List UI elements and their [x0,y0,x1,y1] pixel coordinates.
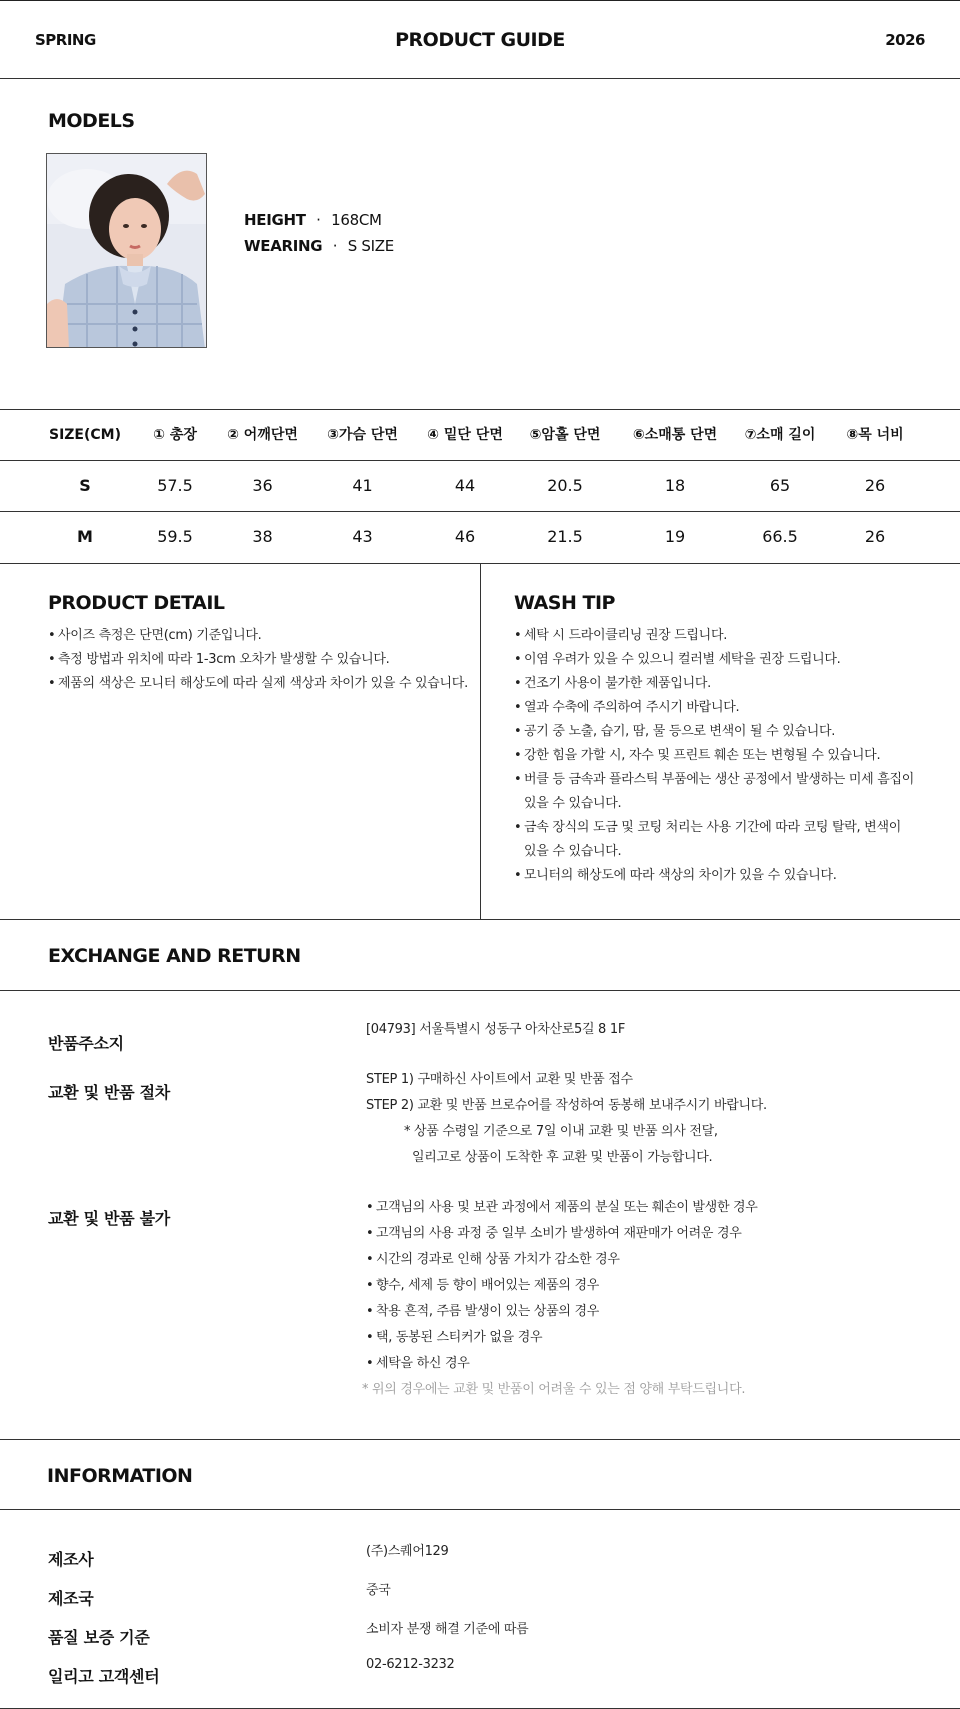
unavailable-label: 교환 및 반품 불가 [48,1209,170,1228]
size-header-cell: ③가슴 단면 [327,427,398,443]
divider [0,990,960,991]
size-cell: 57.5 [157,476,193,495]
model-height-row [244,211,382,229]
procedure-step: STEP 2) 교환 및 반품 브로슈어를 작성하여 동봉해 보내주시기 바랍니다. [366,1098,767,1113]
model-height-value: 168CM [331,211,382,229]
size-header-cell: ⑦소매 길이 [744,427,816,443]
list-item [514,768,954,816]
return-address-value: [04793] 서울특별시 성동구 아차산로5길 8 1F [366,1022,626,1037]
list-item-continuation: 있을 수 있습니다. [524,796,622,811]
product-detail-title: PRODUCT DETAIL [48,592,225,614]
info-label-warranty: 품질 보증 기준 [48,1628,150,1647]
size-cell: S [79,476,91,495]
model-photo [46,153,207,348]
list-item: • 열과 수축에 주의하여 주시기 바랍니다. [514,696,954,720]
list-item [514,816,954,864]
procedure-step: STEP 1) 구매하신 사이트에서 교환 및 반품 접수 [366,1072,633,1087]
divider [0,78,960,79]
size-cell: 46 [454,527,476,546]
info-value-manufacturer: (주)스퀘어129 [366,1544,449,1559]
divider [0,919,960,920]
list-item-text: 버클 등 금속과 플라스틱 부품에는 생산 공정에서 발생하는 미세 흠집이 [524,772,914,787]
model-separator: · [316,211,321,229]
size-cell: 44 [454,476,476,495]
model-photo-illustration [47,154,207,348]
size-cell: 26 [864,476,886,495]
model-wearing-value: S SIZE [347,237,394,255]
size-cell: 43 [352,527,373,546]
size-header-cell: SIZE(CM) [48,427,121,443]
procedure-steps [366,1067,767,1171]
size-cell: M [77,527,93,546]
list-item: • 강한 힘을 가할 시, 자수 및 프린트 훼손 또는 변형될 수 있습니다. [514,744,954,768]
size-cell: 41 [352,476,373,495]
size-header-cell: ② 어깨단면 [227,427,298,443]
list-item: • 택, 동봉된 스티커가 없을 경우 [366,1325,758,1351]
size-table-header [0,409,960,461]
list-item: • 모니터의 해상도에 따라 색상의 차이가 있을 수 있습니다. [514,864,954,888]
season-label: SPRING [35,31,96,49]
return-address-label: 반품주소지 [48,1034,124,1053]
header [0,1,960,79]
list-item: • 시간의 경과로 인해 상품 가치가 감소한 경우 [366,1247,758,1273]
info-label-customer-center: 일리고 고객센터 [48,1667,160,1686]
size-cell: 65 [769,476,791,495]
list-item-text: 금속 장식의 도금 및 코팅 처리는 사용 기간에 따라 코팅 탈락, 변색이 [524,820,901,835]
size-cell: 66.5 [762,527,798,546]
info-label-country: 제조국 [48,1589,94,1608]
list-item: • 세탁 시 드라이클리닝 권장 드립니다. [514,624,954,648]
page-title: PRODUCT GUIDE [395,29,565,51]
list-item: • 세탁을 하신 경우 [366,1351,758,1377]
size-cell: 21.5 [547,527,583,546]
size-header-cell: ⑥소매통 단면 [632,427,718,443]
model-height-label: HEIGHT [244,211,306,229]
procedure-note: 일리고로 상품이 도착한 후 교환 및 반품이 가능합니다. [412,1150,713,1165]
size-header-cell: ④ 밑단 단면 [427,427,503,443]
list-item-continuation: 있을 수 있습니다. [524,844,622,859]
procedure-note: * 상품 수령일 기준으로 7일 이내 교환 및 반품 의사 전달, [404,1124,718,1139]
info-label-manufacturer: 제조사 [48,1550,94,1569]
divider [0,1509,960,1510]
size-cell: 19 [664,527,686,546]
product-detail-list [48,624,468,696]
unavailable-list [366,1195,758,1377]
exchange-title: EXCHANGE AND RETURN [48,945,301,967]
size-header-cell: ⑧목 너비 [846,427,904,443]
size-table-row [0,460,960,512]
model-separator: · [332,237,338,255]
info-value-phone: 02-6212-3232 [366,1657,455,1672]
size-header-cell: ① 총장 [153,427,197,443]
list-item: • 고객님의 사용 과정 중 일부 소비가 발생하여 재판매가 어려운 경우 [366,1221,758,1247]
size-table-row [0,511,960,563]
model-wearing-row [244,237,394,255]
size-cell: 20.5 [547,476,583,495]
list-item: • 사이즈 측정은 단면(cm) 기준입니다. [48,624,468,648]
size-header-cell: ⑤암홀 단면 [529,427,601,443]
model-wearing-label: WEARING [244,237,323,255]
info-value-warranty: 소비자 분쟁 해결 기준에 따름 [366,1622,529,1637]
procedure-label: 교환 및 반품 절차 [48,1083,170,1102]
list-item: • 고객님의 사용 및 보관 과정에서 제품의 분실 또는 훼손이 발생한 경우 [366,1195,758,1221]
list-item: • 건조기 사용이 불가한 제품입니다. [514,672,954,696]
list-item: • 측정 방법과 위치에 따라 1-3cm 오차가 발생할 수 있습니다. [48,648,468,672]
unavailable-note: * 위의 경우에는 교환 및 반품이 어려울 수 있는 점 양해 부탁드립니다. [362,1382,746,1397]
size-cell: 38 [252,527,273,546]
list-item: • 공기 중 노출, 습기, 땀, 물 등으로 변색이 될 수 있습니다. [514,720,954,744]
info-value-country: 중국 [366,1583,391,1598]
list-item: • 착용 흔적, 주름 발생이 있는 상품의 경우 [366,1299,758,1325]
size-cell: 59.5 [157,527,193,546]
size-cell: 18 [664,476,686,495]
models-title: MODELS [48,110,135,132]
column-divider [480,563,481,919]
list-item: • 이염 우려가 있을 수 있으니 컬러별 세탁을 권장 드립니다. [514,648,954,672]
size-cell: 26 [864,527,886,546]
wash-tip-title: WASH TIP [514,592,615,614]
divider [0,1439,960,1440]
wash-tip-list [514,624,954,888]
list-item: • 제품의 색상은 모니터 해상도에 따라 실제 색상과 차이가 있을 수 있습니다. [48,672,468,696]
size-cell: 36 [252,476,273,495]
year-label: 2026 [885,31,925,49]
list-item: • 향수, 세제 등 향이 배어있는 제품의 경우 [366,1273,758,1299]
information-title: INFORMATION [47,1465,193,1487]
